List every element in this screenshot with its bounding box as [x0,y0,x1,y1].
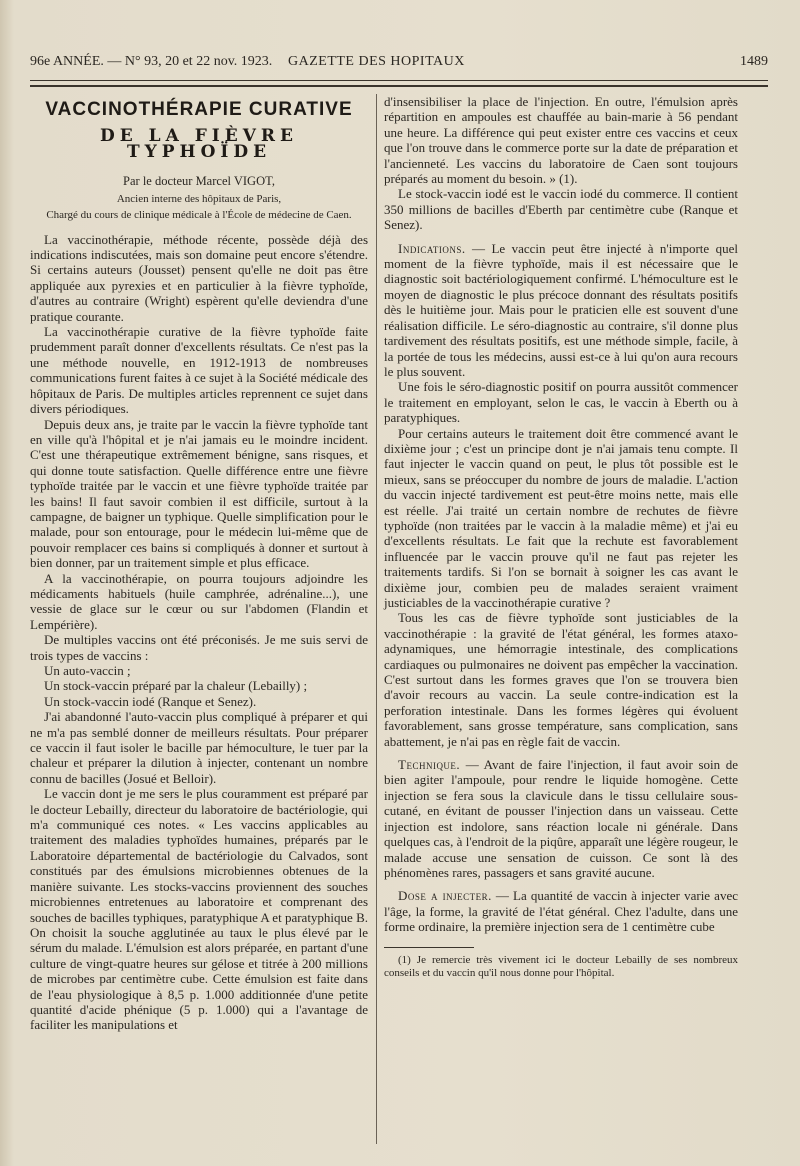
article-title: VACCINOTHÉRAPIE CURATIVE [45,99,353,120]
header-rule [30,80,768,81]
page-header [30,52,768,76]
paragraph: Depuis deux ans, je traite par le vaccin la fièvre typhoïde tant en ville qu'à l'hôpital et je n'ai jamais eu le moindre incident. C'est une thérapeutique extrêmement bénigne, sans risques, et qui donne toute satisfaction. Quelle différence entre une fièvre typhoïde traitée par le vaccin et une fièvre typhoïde traitée par les bains! Il faut savoir combien il est difficile, surtout à la campagne, de baigner un typhique. Quelle simplification pour le malade, pour son entourage, pour le médecin lui-même que de pouvoir remplacer ces bains si compliqués à donner et surtout à bien donner, par un traitement simple et plus efficace. [30,416,368,571]
page-number: 1489 [740,54,768,69]
footnote: (1) Je remercie très vivement ici le docteur Lebailly de ses nombreux conseils et du vaccin qu'il nous donne pour l'hôpital. [384,953,738,979]
left-column [30,94,368,1033]
paragraph: d'insensibiliser la place de l'injection. En outre, l'émulsion après répartition en ampoules est chauffée au bain-marie à 56 pendant une heure. La différence qui peut exister entre ces vaccins et ceux que l'on trouve dans le commerce porte sur la date de préparation et l'ancienneté. Les vaccins du laboratoire de Caen sont toujours préparés au moment du besoin. » (1). [384,94,738,187]
paragraph: J'ai abandonné l'auto-vaccin plus compliqué à préparer et qui ne m'a pas semblé donner de meilleurs résultats. Pour préparer ce vaccin il faut isoler le bacille par hémoculture, le tuer par la chaleur et préparer la dilution à injecter, contenant un nombre connu de bacilles (Josué et Belloir). [30,709,368,786]
column-divider [376,94,377,1144]
section-indications [384,241,738,380]
author-affiliation-2: Chargé du cours de clinique médicale à l'École de médecine de Caen. [46,208,352,221]
paragraph-text: — Avant de faire l'injection, il faut avoir soin de bien agiter l'ampoule, pour rendre le liquide homogène. Cette injection se fera sous la clavicule dans le tissu cellulaire sous-cutané, en évitant de pousser l'injection dans un vaisseau. Cette injection est indolore, sans réaction locale ni générale. Dans quelques cas, à l'endroit de la piqûre, apparaît une légère rougeur, le malade accuse une sensation de cuisson. Ce sont là des phénomènes rares, passagers et sans gravité aucune. [384,757,738,880]
paragraph: A la vaccinothérapie, on pourra toujours adjoindre les médicaments habituels (huile camphrée, adrénaline...), une vessie de glace sur le cœur ou sur l'abdomen (Flandin et Lempérière). [30,570,368,632]
article-subtitle: DE LA FIÈVRE TYPHOÏDE [100,126,298,162]
section-label-indications: Indications. [398,240,466,256]
section-technique [384,757,738,880]
paragraph-text: — La quantité de vaccin à injecter varie avec l'âge, la forme, la gravité de l'état général. Chez l'adulte, dans une forme ordinaire, la première injection sera de 1 centimètre cube [384,888,738,935]
right-column [384,94,738,980]
paragraph: La vaccinothérapie curative de la fièvre typhoïde faite prudemment paraît donner d'excellents résultats. Ce n'est pas la une méthode nouvelle, en 1912-1913 de nombreuses communications furent faites à ce sujet à la Société médicale des hôpitaux de Paris. De multiples articles reprennent ce sujet dans divers périodiques. [30,324,368,417]
list-item: Un stock-vaccin iodé (Ranque et Senez). [44,693,257,709]
publication-title: GAZETTE DES HOPITAUX [288,54,465,69]
list-item: Un stock-vaccin préparé par la chaleur (Lebailly) ; [44,678,308,694]
paragraph: Le vaccin dont je me sers le plus couramment est préparé par le docteur Lebailly, directeur du laboratoire de bactériologie, qui m'a communiqué ces notes. « Les vaccins applicables au traitement des maladies typhoïdes humaines, préparés par le Laboratoire départemental de bactériologie du Calvados, sont constitués par des émulsions microbiennes obtenues de la manière suivante. Les stocks-vaccins proviennent des souches microbiennes entretenues au laboratoire et comprenant des souches de bacilles typhiques, paratyphique A et paratyphique B. On choisit la souche agglutinée au taux le plus élevé par le sérum du malade. L'émulsion est alors préparée, en partant d'une culture de vingt-quatre heures sur gélose et titrée à 200 millions de microbes par centimètre cube. Cette émulsion est faite dans de l'eau physiologique à 8,5 p. 1.000 additionnée d'une petite quantité d'acide phénique (5 p. 1.000) qui a l'avantage de faciliter les manipulations et [30,786,368,1033]
footnote-rule [384,947,474,948]
paragraph: La vaccinothérapie, méthode récente, possède déjà des indications indiscutées, mais son domaine peut encore s'étendre. Si certains auteurs (Jousset) pensent qu'elle ne doit pas être appliquée aux pyrexies et en particulier à la fièvre typhoïde, d'autres au contraire (Wright) espèrent qu'elle deviendra d'une pratique courante. [30,231,368,324]
section-label-technique: Technique. [398,757,461,773]
paragraph: Une fois le séro-diagnostic positif on pourra aussitôt commencer le traitement en employant, selon le cas, le vaccin à Eberth ou à paratyphiques. [384,379,738,426]
section-dose [384,888,738,934]
paragraph: De multiples vaccins ont été préconisés. Je me suis servi de trois types de vaccins : [30,632,368,663]
list-item: Un auto-vaccin ; [44,663,131,678]
paragraph: Le stock-vaccin iodé est le vaccin iodé du commerce. Il contient 350 millions de bacilles d'Eberth par centimètre cube (Ranque et Senez). [384,186,738,233]
paragraph: Tous les cas de fièvre typhoïde sont justiciables de la vaccinothérapie : la gravité de l'état général, les formes ataxo-adynamiques, une hémorragie intestinale, des complications cardiaques ou pulmonaires ne doivent pas empêcher la vaccination. C'est surtout dans les formes graves que l'on se trouvera bien d'avoir recours au vaccin. La seule contre-indication est la perforation intestinale. Dans les formes légères qui évoluent favorablement, sans grosse température, sans complication, sans abattement, je n'ai pas en règle fait de vaccin. [384,610,738,749]
paragraph: Pour certains auteurs le traitement doit être commencé avant le dixième jour ; c'est un principe dont je n'ai jamais tenu compte. Il faut injecter le vaccin quand on peut, le plus tôt possible est le mieux, sans se préoccuper du nombre de jours de maladie. L'action du vaccin injecté tardivement est peut-être moins nette, mais elle est réelle. J'ai traité un certain nombre de rechutes de fièvre typhoïde (non traitées par le vaccin à la maladie même) et j'ai eu d'excellents résultats. Le fait que la rechute est favorablement influencée par le vaccin prouve qu'il ne faut pas rejeter les traitements tardifs. Si l'on se bornait à soigner les cas avant le dixième jour, combien peu de malades seraient vraiment justiciables de la vaccinothérapie curative ? [384,425,738,610]
section-label-dose: Dose a injecter. [398,888,492,904]
header-rule-thick [30,85,768,87]
issue-info: 96e ANNÉE. — N° 93, 20 et 22 nov. 1923. [30,54,273,69]
paragraph-text: — Le vaccin peut être injecté à n'importe quel moment de la fièvre typhoïde, mais il est nécessaire que le diagnostic soit bactériologiquement confirmé. L'hémoculture est le moyen de diagnostic le plus précoce donnant des résultats positifs dès le huitième jour. Mais pour le praticien elle est souvent d'une réalisation difficile. Le séro-diagnostic au contraire, s'il donne plus tardivement des résultats positifs, est une méthode simple, facile, à la portée de tous les médecins, aussi est-ce à lui qu'on aura recours le plus souvent. [384,240,738,379]
author-byline: Par le docteur Marcel VIGOT, [123,174,275,189]
author-affiliation-1: Ancien interne des hôpitaux de Paris, [116,192,282,205]
